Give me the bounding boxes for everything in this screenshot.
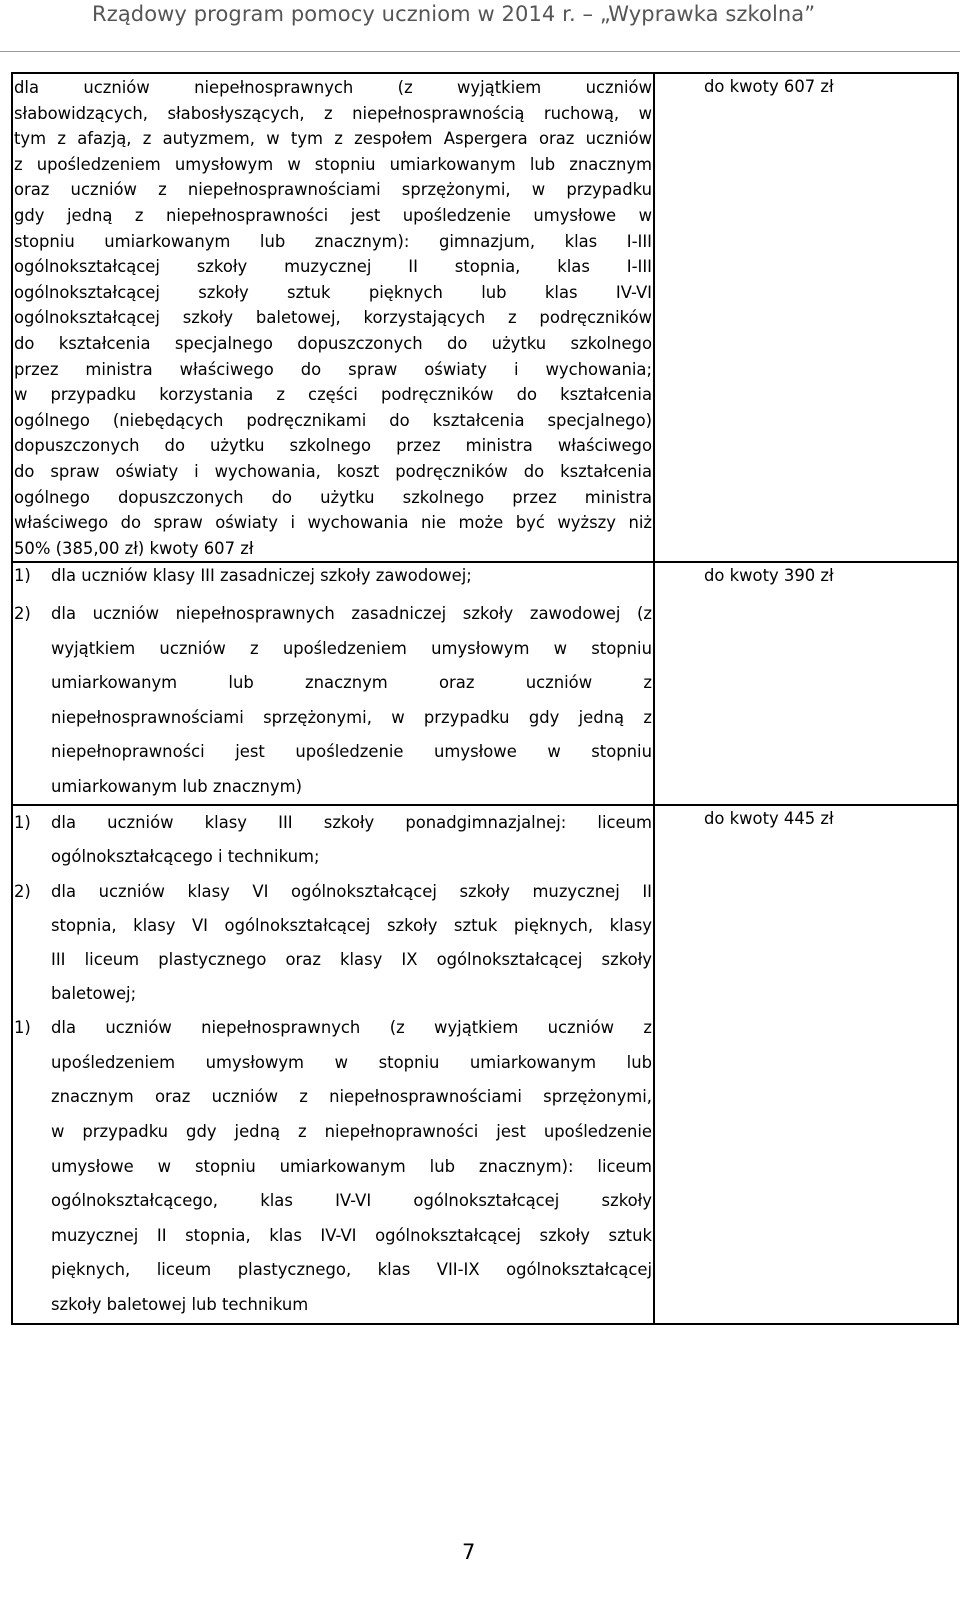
text-line: niepełnoprawności jest upośledzenie umysłowe w stopniu: [51, 742, 652, 762]
item-number: 2): [14, 604, 31, 624]
text-line: przez ministra właściwego do spraw oświaty i wychowania;: [14, 359, 652, 379]
header-title: Rządowy program pomocy uczniom w 2014 r. – „Wyprawka szkolna”: [92, 2, 816, 26]
description-cell: [12, 73, 654, 562]
item-number: 1): [14, 566, 31, 586]
text-line: ogólnego (niebędących podręcznikami do kształcenia specjalnego): [14, 410, 652, 430]
amount-cell: [654, 805, 958, 1323]
text-line: do kształcenia specjalnego dopuszczonych do użytku szkolnego: [14, 333, 652, 353]
text-line: dla uczniów niepełnosprawnych (z wyjątkiem uczniów z: [51, 1018, 652, 1038]
text-line: 50% (385,00 zł) kwoty 607 zł: [14, 538, 254, 558]
text-line: ogólnokształcącej szkoły baletowej, korzystających z podręczników: [14, 308, 652, 328]
list-item: [13, 875, 653, 1011]
text-line: w przypadku korzystania z części podręczników do kształcenia: [14, 385, 652, 405]
aid-amounts-table: [11, 72, 959, 1325]
text-line: w przypadku gdy jedną z niepełnoprawności jest upośledzenie: [51, 1122, 652, 1142]
page-number: 7: [462, 1540, 476, 1564]
text-line: oraz uczniów z niepełnosprawnościami sprzężonymi, w przypadku: [14, 180, 652, 200]
text-line: pięknych, liceum plastycznego, klas VII-IX ogólnokształcącej: [51, 1260, 652, 1280]
text-line: dopuszczonych do użytku szkolnego przez ministra właściwego: [14, 436, 652, 456]
description-list: [13, 806, 653, 1322]
item-number: 1): [14, 1018, 31, 1038]
text-line: z upośledzeniem umysłowym w stopniu umiarkowanym lub znacznym: [14, 154, 652, 174]
text-line: ogólnego dopuszczonych do użytku szkolnego przez ministra: [14, 487, 652, 507]
list-item: [13, 563, 653, 589]
text-line: wyjątkiem uczniów z upośledzeniem umysłowym w stopniu: [51, 638, 652, 658]
text-line: stopniu umiarkowanym lub znacznym): gimnazjum, klas I-III: [14, 231, 652, 251]
description-cell: [12, 562, 654, 805]
text-line: ogólnokształcącego i technikum;: [51, 847, 320, 867]
text-line: tym z afazją, z autyzmem, w tym z zespołem Aspergera oraz uczniów: [14, 129, 652, 149]
text-line: ogólnokształcącej szkoły sztuk pięknych lub klas IV-VI: [14, 282, 652, 302]
description-text: [13, 74, 653, 561]
text-line: dla uczniów niepełnosprawnych (z wyjątkiem uczniów: [14, 78, 652, 97]
amount-cell: [654, 562, 958, 805]
table-row: [12, 805, 958, 1323]
text-line: dla uczniów klasy III zasadniczej szkoły zawodowej;: [51, 566, 472, 586]
text-line: umiarkowanym lub znacznym oraz uczniów z: [51, 673, 652, 693]
text-line: właściwego do spraw oświaty i wychowania nie może być wyższy niż: [14, 513, 652, 533]
description-cell: [12, 805, 654, 1323]
text-line: gdy jedną z niepełnosprawności jest upośledzenie umysłowe w: [14, 205, 652, 225]
page-header: [0, 0, 960, 52]
list-item: [13, 1011, 653, 1322]
amount-value: do kwoty 390 zł: [704, 566, 834, 586]
text-line: umysłowe w stopniu umiarkowanym lub znacznym): liceum: [51, 1156, 652, 1176]
text-line: dla uczniów niepełnosprawnych zasadniczej szkoły zawodowej (z: [51, 604, 652, 624]
text-line: słabowidzących, słabosłyszących, z niepełnosprawnością ruchową, w: [14, 103, 652, 123]
text-line: upośledzeniem umysłowym w stopniu umiarkowanym lub: [51, 1052, 652, 1072]
text-line: niepełnosprawnościami sprzężonymi, w przypadku gdy jedną z: [51, 707, 652, 727]
description-list: [13, 563, 653, 804]
text-line: znacznym oraz uczniów z niepełnosprawnościami sprzężonymi,: [51, 1087, 652, 1107]
item-number: 1): [14, 813, 31, 833]
text-line: baletowej;: [51, 984, 137, 1004]
text-line: ogólnokształcącej szkoły muzycznej II stopnia, klas I-III: [14, 257, 652, 277]
text-line: muzycznej II stopnia, klas IV-VI ogólnokształcącej szkoły sztuk: [51, 1225, 652, 1245]
amount-cell: [654, 73, 958, 562]
text-line: stopnia, klasy VI ogólnokształcącej szkoły sztuk pięknych, klasy: [51, 916, 652, 936]
text-line: ogólnokształcącego, klas IV-VI ogólnokształcącej szkoły: [51, 1191, 652, 1211]
text-line: umiarkowanym lub znacznym): [51, 776, 302, 796]
amount-value: do kwoty 445 zł: [704, 809, 834, 829]
text-line: do spraw oświaty i wychowania, koszt podręczników do kształcenia: [14, 461, 652, 481]
amount-value: do kwoty 607 zł: [704, 77, 834, 96]
item-number: 2): [14, 882, 31, 902]
text-line: dla uczniów klasy III szkoły ponadgimnazjalnej: liceum: [51, 813, 652, 833]
table-row: [12, 562, 958, 805]
list-item: [13, 597, 653, 804]
list-item: [13, 806, 653, 874]
table-row: [12, 73, 958, 562]
text-line: dla uczniów klasy VI ogólnokształcącej szkoły muzycznej II: [51, 882, 652, 902]
text-line: III liceum plastycznego oraz klasy IX ogólnokształcącej szkoły: [51, 950, 652, 970]
text-line: szkoły baletowej lub technikum: [51, 1295, 309, 1315]
